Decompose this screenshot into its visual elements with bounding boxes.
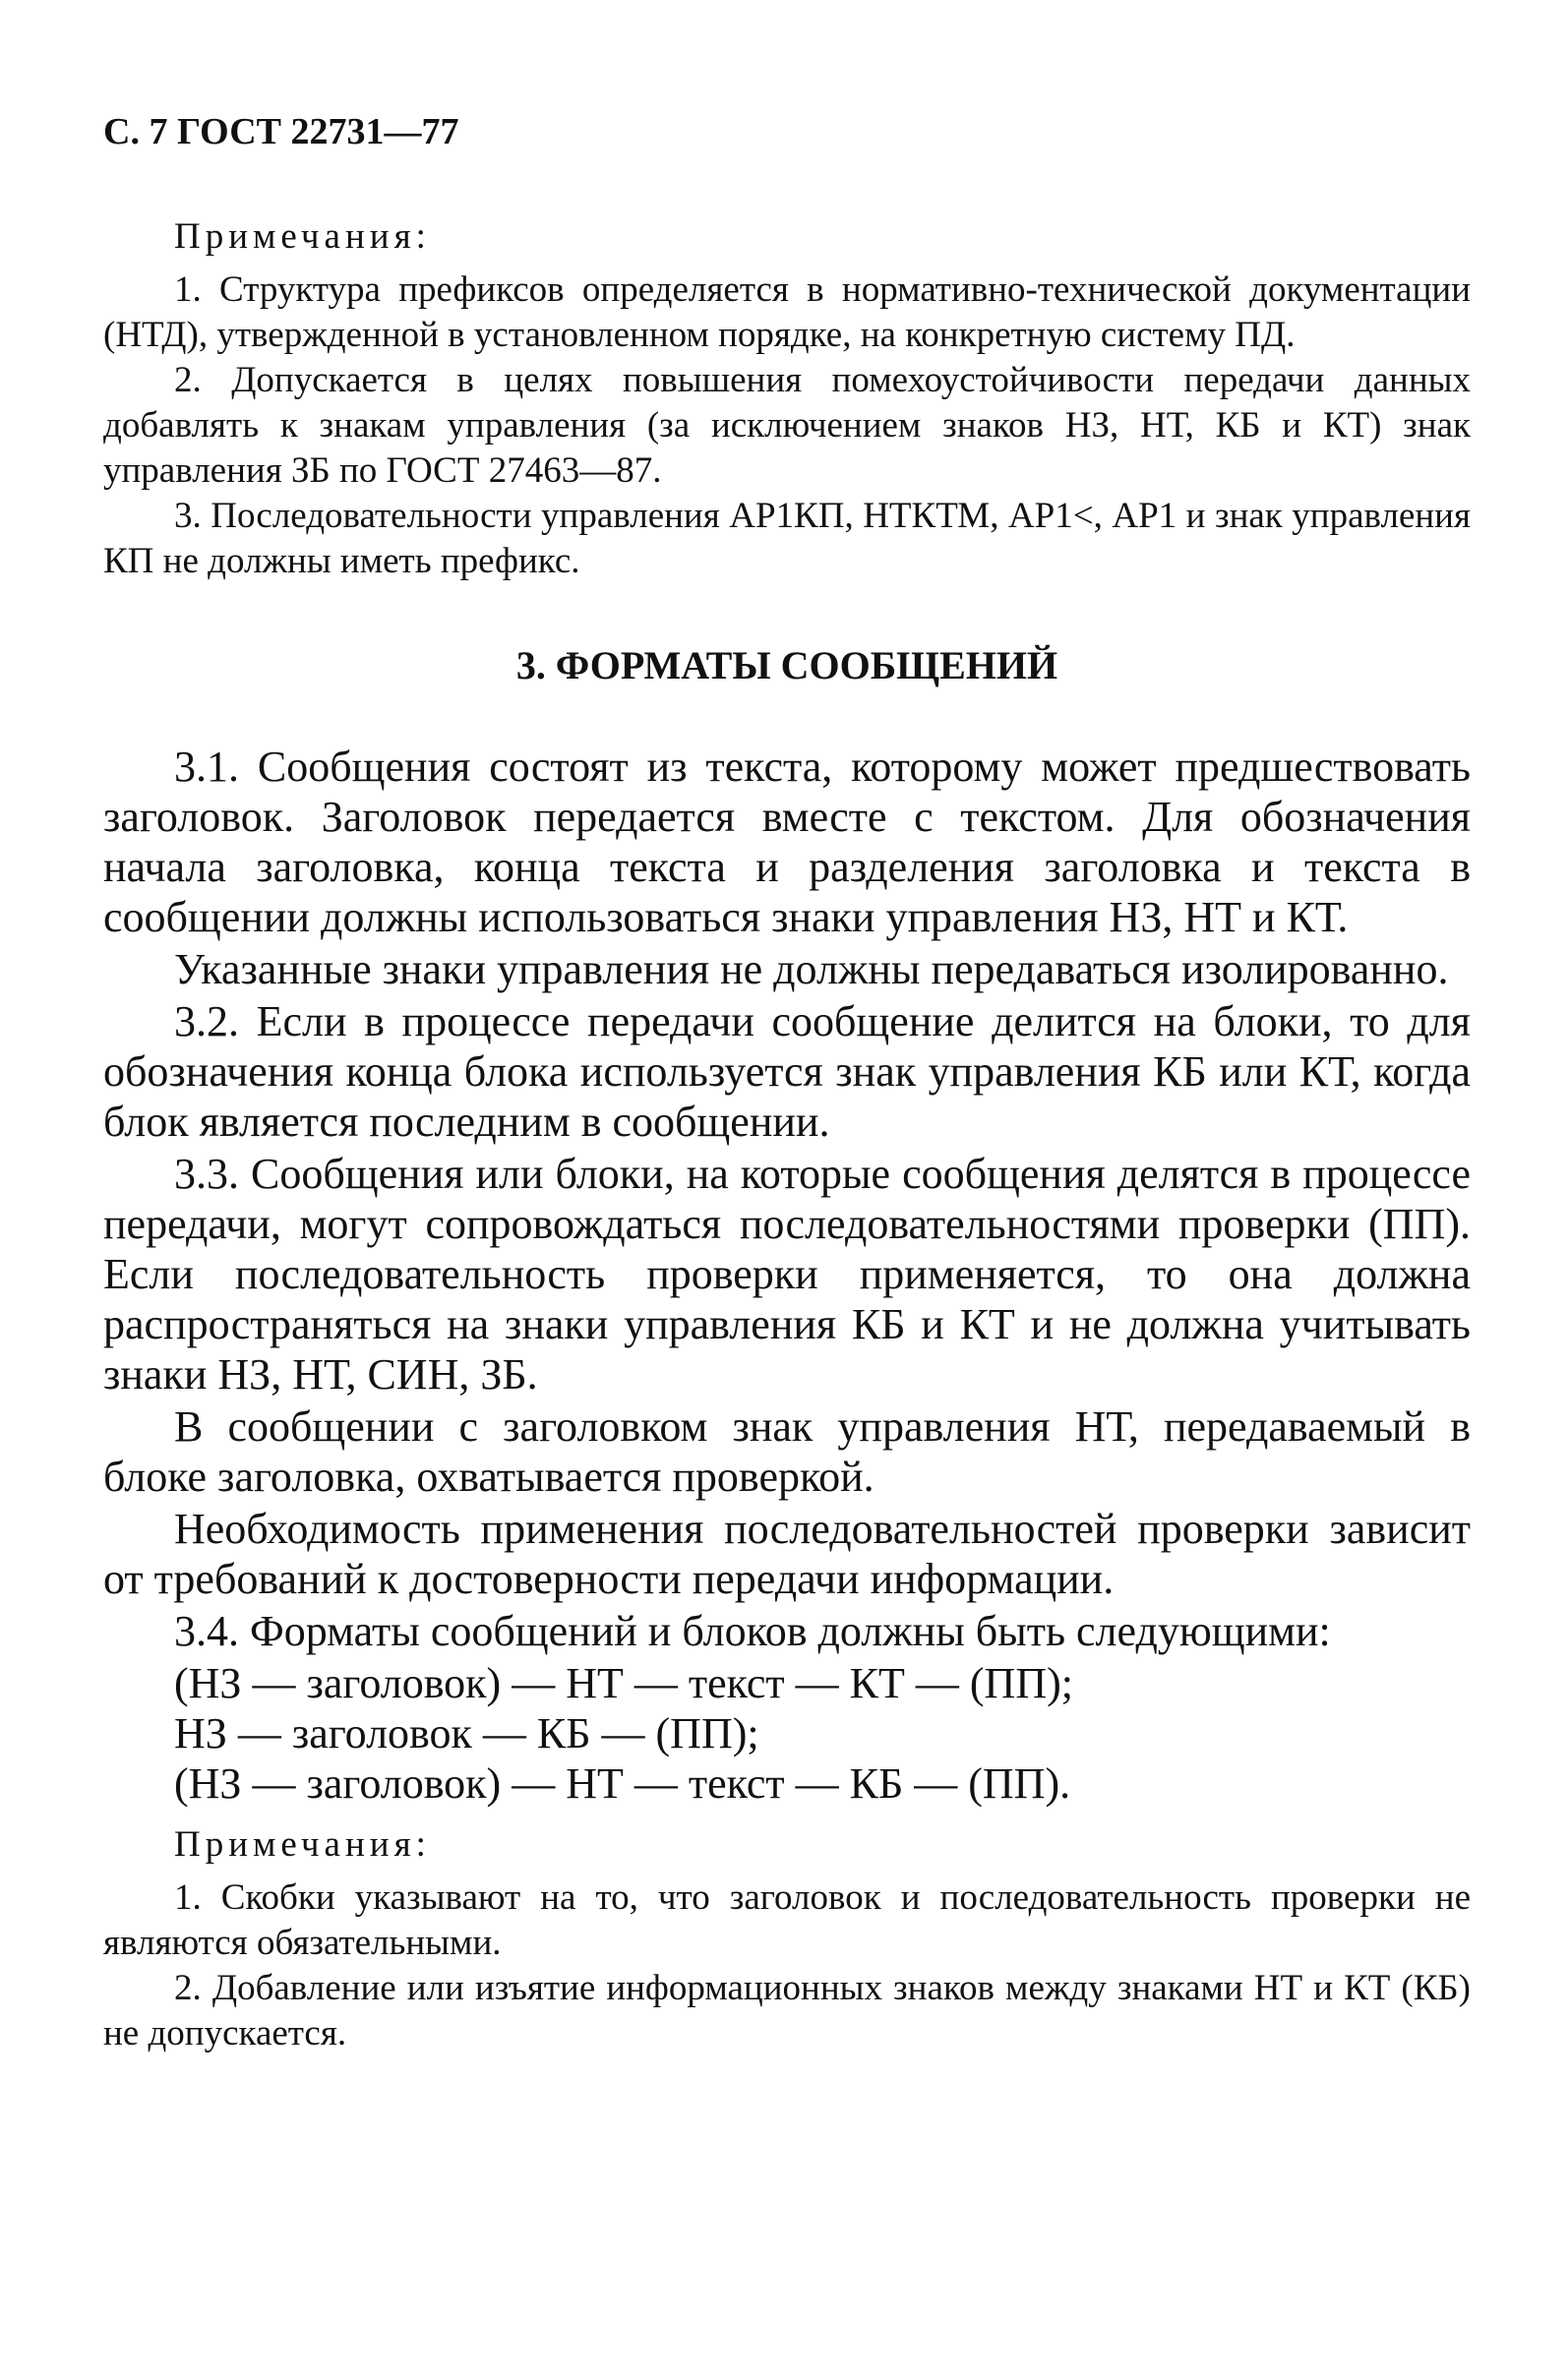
paragraph: Необходимость применения последовательностей проверки зависит от требований к достоверности передачи информации.	[103, 1505, 1471, 1603]
note-item: 2. Добавление или изъятие информационных знаков между знаками НТ и КТ (КБ) не допускается.	[103, 1968, 1471, 2053]
section-body	[103, 742, 1471, 1809]
paragraph: 3.4. Форматы сообщений и блоков должны быть следующими:	[174, 1607, 1331, 1655]
paragraph: В сообщении с заголовком знак управления НТ, передаваемый в блоке заголовка, охватывается проверкой.	[103, 1402, 1471, 1501]
notes-title: Примечания:	[174, 1824, 431, 1865]
paragraph: Указанные знаки управления не должны передаваться изолированно.	[174, 945, 1449, 993]
paragraph: 3.3. Сообщения или блоки, на которые сообщения делятся в процессе передачи, могут сопровождаться последовательностями проверки (ПП). Если последовательность проверки применяется, то она должна распространяться на знаки управления КБ и КТ и не должна учитывать знаки НЗ, НТ, СИН, ЗБ.	[103, 1150, 1471, 1398]
note-item: 2. Допускается в целях повышения помехоустойчивости передачи данных добавлять к знакам управления (за исключением знаков НЗ, НТ, КБ и КТ) знак управления ЗБ по ГОСТ 27463—87.	[103, 360, 1471, 491]
format-line: (НЗ — заголовок) — НТ — текст — КБ — (ПП).	[174, 1759, 1071, 1808]
section-title: 3. ФОРМАТЫ СООБЩЕНИЙ	[515, 643, 1058, 687]
paragraph: 3.1. Сообщения состоят из текста, которому может предшествовать заголовок. Заголовок передается вместе с текстом. Для обозначения начала заголовка, конца текста и разделения заголовка и текста в сообщении должны использоваться знаки управления НЗ, НТ и КТ.	[103, 743, 1471, 941]
document-page	[103, 108, 1471, 2056]
notes-top	[103, 214, 1471, 584]
format-line: НЗ — заголовок — КБ — (ПП);	[174, 1709, 759, 1757]
note-item: 3. Последовательности управления АР1КП, НТКТМ, АР1<, АР1 и знак управления КП не должны иметь префикс.	[103, 496, 1471, 581]
note-item: 1. Скобки указывают на то, что заголовок и последовательность проверки не являются обязательными.	[103, 1877, 1471, 1963]
paragraph: 3.2. Если в процессе передачи сообщение делится на блоки, то для обозначения конца блока используется знак управления КБ или КТ, когда блок является последним в сообщении.	[103, 997, 1471, 1146]
note-item: 1. Структура префиксов определяется в нормативно-технической документации (НТД), утвержденной в установленном порядке, на конкретную систему ПД.	[103, 269, 1471, 355]
page-header: С. 7 ГОСТ 22731—77	[103, 111, 459, 152]
format-line: (НЗ — заголовок) — НТ — текст — КТ — (ПП);	[174, 1659, 1073, 1707]
notes-bottom	[103, 1822, 1471, 2056]
notes-title: Примечания:	[174, 216, 431, 257]
